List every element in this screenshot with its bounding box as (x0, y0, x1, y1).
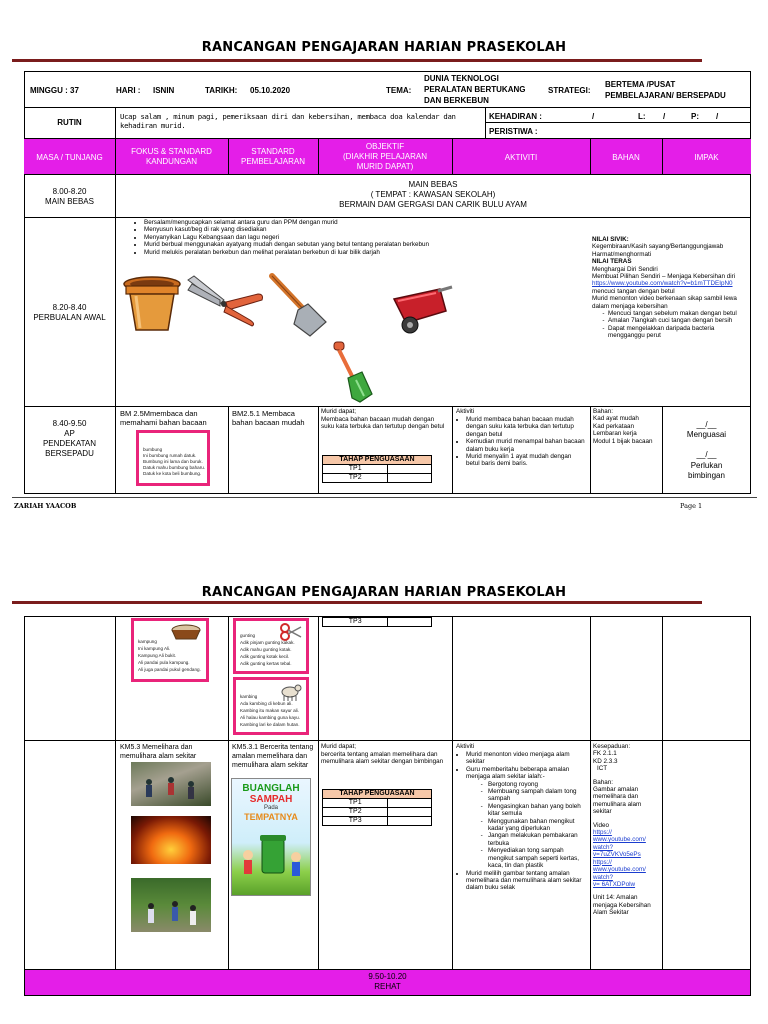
nilai-teras-text: Menghargai Diri Sendiri (592, 265, 658, 273)
poster-line-2: SAMPAH (249, 794, 293, 805)
unit-text: Unit 14: Amalan menjaga Kebersihan Alam Sekitar (593, 894, 651, 917)
divider (485, 122, 751, 123)
tema-label: TEMA: (386, 86, 412, 95)
nilai-block (592, 236, 747, 340)
title-underline (12, 601, 702, 604)
page2-title: RANCANGAN PENGAJARAN HARIAN PRASEKOLAH (201, 585, 567, 600)
kehadiran-l: L: (638, 112, 646, 121)
photo-cleanup-activity (131, 878, 211, 932)
bullet-item: • Bersalam/mengucapkan selamat antara guru dan PPM dengan murid (144, 219, 584, 226)
strategi-line-1: BERTEMA /PUSAT (605, 80, 676, 89)
main-bebas-place: ( TEMPAT : KAWASAN SEKOLAH) (370, 190, 496, 199)
card-line: Ada kambing di kebun ali. (240, 701, 293, 706)
card-line: Bumbung ini lama dan buruk. (143, 459, 203, 464)
bullet-item: • Menyanyikan Lagu Kebangsaan dan lagu negeri (144, 234, 584, 241)
divider (452, 406, 453, 494)
divider (590, 616, 591, 969)
card-line: bumbung (143, 447, 163, 452)
dash-item: - Menyediakan tong sampah mengikut sampah seperti kertas, kaca, tin dan plastik (488, 847, 588, 869)
video-link-2[interactable] (593, 859, 661, 889)
card-line: Adik mahu gunting kotak. (240, 647, 292, 652)
row4-standard: KM5.3.1 Bercerita tentang amalan memelihara dan memulihara alam sekitar (232, 744, 314, 769)
nilai-sivik-text: Kegembiraan/Kasih sayang/Bertanggungjawab Harmat/menghormati (592, 243, 724, 258)
link-part[interactable]: v= 6ATXDPolw (593, 880, 636, 888)
divider (24, 107, 751, 108)
row3-time: 8.40-9.50 (52, 419, 87, 428)
row3-fokus: BM 2.5Mmembaca dan memahami bahan bacaan (120, 409, 207, 427)
photo-gotong-royong (131, 762, 211, 806)
drum-icon (170, 623, 202, 641)
header-standard-1: STANDARD (251, 147, 295, 156)
link-part[interactable]: v=7uZVKVo5ePs (593, 851, 641, 859)
bullet-item: • Murid melukis peralatan berkebun dan melihat peralatan berkebun di luar bilik darjah (144, 249, 584, 256)
kesepaduan-label: Kesepaduan: (593, 743, 631, 750)
people-cleaning-icon (131, 762, 211, 806)
row1-activity: MAIN BEBAS (45, 197, 94, 206)
garden-shears-icon (186, 274, 266, 328)
divider (228, 406, 229, 494)
reading-card-gunting (233, 618, 309, 674)
bahan-text: Gambar amalan memelihara dan memulihara alam sekitar (593, 786, 642, 816)
peristiwa-label: PERISTIWA : (489, 127, 538, 136)
wheelbarrow-icon (388, 283, 454, 335)
video-link-1[interactable] (593, 829, 661, 859)
divider (115, 616, 116, 969)
bullet-item: • Menyusun kasut/beg di rak yang disediakan (144, 226, 584, 233)
nilai-teras-label: NILAI TERAS (592, 258, 632, 266)
title-underline (12, 59, 702, 62)
rehat-time: 9.50-10.20 (368, 972, 407, 981)
link-part[interactable]: watch? (593, 843, 613, 851)
divider (318, 406, 319, 494)
aktiviti-item-text: Guru memberitahu beberapa amalan menjaga alam sekitar ialah:- (466, 765, 570, 781)
aktiviti-item: • Murid melilih gambar tentang amalan memelihara dan memulihara alam sekitar dalam buku selak (466, 870, 588, 892)
page-title: RANCANGAN PENGAJARAN HARIAN PRASEKOLAH (201, 40, 567, 55)
divider (115, 175, 116, 494)
bullet-item: • Murid berbual menggunakan ayatyang mudah dengan sebutan yang betul tentang peralatan berkebun (144, 241, 584, 248)
tp-level: TP2 (323, 474, 388, 483)
poster-line-3: Pada (263, 805, 278, 811)
header-fokus-1: FOKUS & STANDARD (131, 147, 212, 156)
row3-ap: AP (64, 429, 75, 438)
card-line: kampung (138, 639, 157, 644)
strategi-label: STRATEGI: (548, 86, 591, 95)
youtube-link[interactable]: https://www.youtube.com/watch?v=b1mTTDEIpN0 (592, 280, 733, 288)
kehadiran-p-slash: / (716, 112, 719, 121)
row2-time: 8.20-8.40 (52, 303, 87, 312)
tema-line-3: DAN BERKEBUN (424, 96, 489, 105)
divider (24, 740, 751, 741)
aktiviti-item (466, 766, 588, 870)
tp-level: TP3 (323, 618, 388, 627)
divider (452, 616, 453, 969)
header-objektif-2: (DIAKHIR PELAJARAN (342, 152, 428, 161)
row3-objektif-label: Murid dapat; (321, 408, 357, 415)
hari-value: ISNIN (153, 86, 175, 95)
header-impak: IMPAK (694, 153, 719, 162)
rehat-label: REHAT (374, 982, 401, 991)
row4-fokus: KM5.3 Memelihara dan memulihara alam sekitar (120, 744, 197, 760)
link-part[interactable]: www.youtube.com/ (593, 866, 646, 874)
header-objektif-3: MURID DAPAT) (356, 162, 414, 171)
footer-rule (12, 497, 757, 498)
rutin-text: Ucap salam , minum pagi, pemeriksaan diri dan kebersihan, membaca doa kalendar dan kehadiran murid. (120, 112, 456, 130)
impak-menguasai: Menguasai (686, 430, 727, 439)
bahan-item: Kad perkataan (593, 422, 634, 430)
card-line: Kampung Ali bukit. (138, 653, 177, 658)
divider (24, 217, 751, 218)
footer-page: Page 1 (680, 502, 703, 510)
link-part[interactable]: www.youtube.com/ (593, 836, 646, 844)
tp-level: TP1 (323, 799, 388, 808)
people-cleanup-icon (131, 878, 211, 932)
kehadiran-slash: / (592, 112, 595, 121)
header-standard-2: PEMBELAJARAN (240, 157, 306, 166)
aktiviti-item: • Murid membaca bahan bacaan mudah dengan suku kata terbuka dan tertutup dengan betul (466, 416, 586, 438)
tp-level: TP2 (323, 808, 388, 817)
header-objektif-1: OBJEKTIF (365, 142, 405, 151)
poster-line-1: BUANGLAH (242, 783, 300, 794)
link-part[interactable]: https:// (593, 858, 612, 866)
rutin-label: RUTIN (57, 118, 82, 127)
header-bahan: BAHAN (612, 153, 640, 162)
divider (662, 616, 663, 969)
main-bebas-games: BERMAIN DAM GERGASI DAN CARIK BULU AYAM (339, 200, 527, 209)
row4-objektif-text: bercerita tentang amalan memelihara dan memulihara alam sekitar dengan bimbingan (321, 751, 444, 766)
kesepaduan-item: ICT (597, 765, 608, 773)
row3-objektif-text: Membaca bahan bacaan mudah dengan suku kata terbuka dan tertutup dengan betul (321, 416, 445, 431)
kehadiran-label: KEHADIRAN : (489, 112, 542, 121)
kesepaduan-item: KD 2.3.3 (593, 757, 618, 765)
card-line: Ali halau kambing guna kayu. (240, 715, 301, 720)
tema-line-1: DUNIA TEKNOLOGI (424, 74, 499, 83)
membuat-pilihan-text: Membuat Pilihan Sendiri – Menjaga Kebersihan diri (592, 273, 736, 281)
card-line: Ini kampung Ali. (138, 646, 171, 651)
kesepaduan-item: FK 2.1.1 (593, 750, 617, 758)
dash-item: - Mengasingkan bahan yang boleh kitar semula (488, 803, 588, 818)
tarikh-label: TARIKH: (205, 86, 238, 95)
video-label: Video (593, 821, 609, 829)
row4-aktiviti-list (456, 751, 588, 892)
bahan-label: Bahan: (593, 408, 613, 415)
trash-bin-kids-icon (238, 825, 306, 893)
bahan-item: Lembaran kerja (593, 430, 637, 438)
tema-line-2: PERALATAN BERTUKANG (424, 85, 526, 94)
tahap-penguasaan-table (322, 455, 432, 483)
card-line: Ali pandai pula kampung. (138, 660, 190, 665)
shovel-icon (330, 340, 374, 404)
dash-item: - Dapat mengelakkan daripada bacteria mengganggu perut (608, 325, 747, 340)
card-line: Adik gunting kotak kecil. (240, 654, 290, 659)
tahap-penguasaan-table-2 (322, 789, 432, 826)
link-part[interactable]: watch? (593, 873, 613, 881)
impak-perlukan: Perlukan (690, 461, 723, 470)
flower-pot-icon (122, 276, 182, 334)
row3-aktiviti-list (456, 416, 586, 468)
dash-item: - Jangan melakukan pembakaran terbuka (488, 832, 588, 847)
card-line: Datuk mahu bumbung baharu. (143, 465, 206, 470)
link-part[interactable]: https:// (593, 829, 612, 837)
row3-pendekatan: PENDEKATAN (42, 439, 97, 448)
after-link-text: mencuci tangan dengan betul (592, 287, 675, 295)
card-line: Ali juga pandai pukul gendang. (138, 667, 201, 672)
impak-dash-1: __/__ (696, 420, 717, 429)
dash-item: - Membuang sampah dalam tong sampah (488, 788, 588, 803)
divider (318, 616, 319, 969)
divider (24, 406, 751, 407)
aktiviti-item: • Kemudian murid menampal bahan bacaan dalam buku kerja (466, 438, 586, 453)
dash-item: - Amalan 7langkah cuci tangan dengan bersih (608, 317, 747, 324)
hari-label: HARI : (116, 86, 141, 95)
header-fokus-2: KANDUNGAN (145, 157, 198, 166)
tp-header: TAHAP PENGUASAAN (323, 456, 432, 465)
divider (115, 107, 116, 138)
card-line: Adik pinjam gunting kakak. (240, 640, 295, 645)
card-line: Adik gunting kertas tebal. (240, 661, 292, 666)
dash-item: - Menggunakan bahan mengikut kadar yang diperlukan (488, 818, 588, 833)
divider (590, 406, 591, 494)
impak-bimbingan: bimbingan (688, 471, 725, 480)
poster-line-4: TEMPATNYA (244, 812, 298, 822)
divider (228, 616, 229, 969)
reading-card-kampung (131, 618, 209, 682)
row4-objektif-label: Murid dapat; (321, 743, 357, 750)
nilai-sivik-label: NILAI SIVIK: (592, 236, 629, 243)
row3-bahan (593, 408, 661, 445)
dash-item: - Mencuci tangan sebelum makan dengan betul (608, 310, 747, 317)
video-text: Murid menonton video berkenaan sikap sambil lewa dalam menjaga kebersihan (592, 295, 737, 310)
kehadiran-l-slash: / (663, 112, 666, 121)
row4-bahan (593, 743, 661, 917)
tp3-table (322, 617, 432, 627)
card-line: kambing (240, 694, 258, 699)
aktiviti-item: • Murid menyalin 1 ayat mudah dengan betul baris demi baris. (466, 453, 586, 468)
minggu: MINGGU : 37 (30, 86, 79, 95)
tp-level: TP3 (323, 817, 388, 826)
header-masa: MASA / TUNJANG (36, 153, 103, 162)
perbualan-bullet-list (134, 219, 584, 256)
header-aktiviti: AKTIVITI (504, 153, 538, 162)
footer-author: ZARIAH YAACOB (14, 502, 77, 510)
dash-item: - Bergotong royong (488, 781, 588, 788)
card-line: Ini bumbung rumah datuk. (143, 453, 197, 458)
card-line: Datuk ke kota beli bumbung. (143, 471, 202, 476)
row2-activity: PERBUALAN AWAL (33, 313, 106, 322)
scissors-icon (280, 623, 302, 641)
tp-header: TAHAP PENGUASAAN (323, 790, 432, 799)
card-line: Kambing lari ke dalam hutan. (240, 722, 300, 727)
card-line: gunting (240, 633, 256, 638)
row1-time: 8.00-8.20 (52, 187, 87, 196)
card-line: Kambing itu makan sayur ali. (240, 708, 299, 713)
row3-bersepadu: BERSEPADU (45, 449, 94, 458)
bahan-item: Kad ayat mudah (593, 415, 639, 423)
kehadiran-p: P: (691, 112, 699, 121)
main-bebas-title: MAIN BEBAS (408, 180, 458, 189)
bahan-item: Modul 1 bijak bacaan (593, 437, 653, 445)
goat-icon (278, 682, 302, 702)
strategi-line-2: PEMBELAJARAN/ BERSEPADU (605, 91, 726, 100)
garden-hoe-icon (268, 272, 330, 338)
photo-forest-fire (131, 816, 211, 864)
tarikh-value: 05.10.2020 (250, 86, 291, 95)
bahan-label: Bahan: (593, 778, 613, 786)
tp-level: TP1 (323, 465, 388, 474)
impak-dash-2: __/__ (696, 450, 717, 459)
reading-card-kambing (233, 677, 309, 735)
row3-standard: BM2.5.1 Membaca bahan bacaan mudah (232, 409, 305, 427)
aktiviti-item: • Murid menonton video menjaga alam sekitar (466, 751, 588, 766)
reading-card-bumbung (136, 430, 210, 486)
poster-buang-sampah (231, 778, 311, 896)
row3-aktiviti-label: Aktiviti (456, 408, 475, 415)
row4-aktiviti-label: Aktiviti (456, 743, 475, 750)
